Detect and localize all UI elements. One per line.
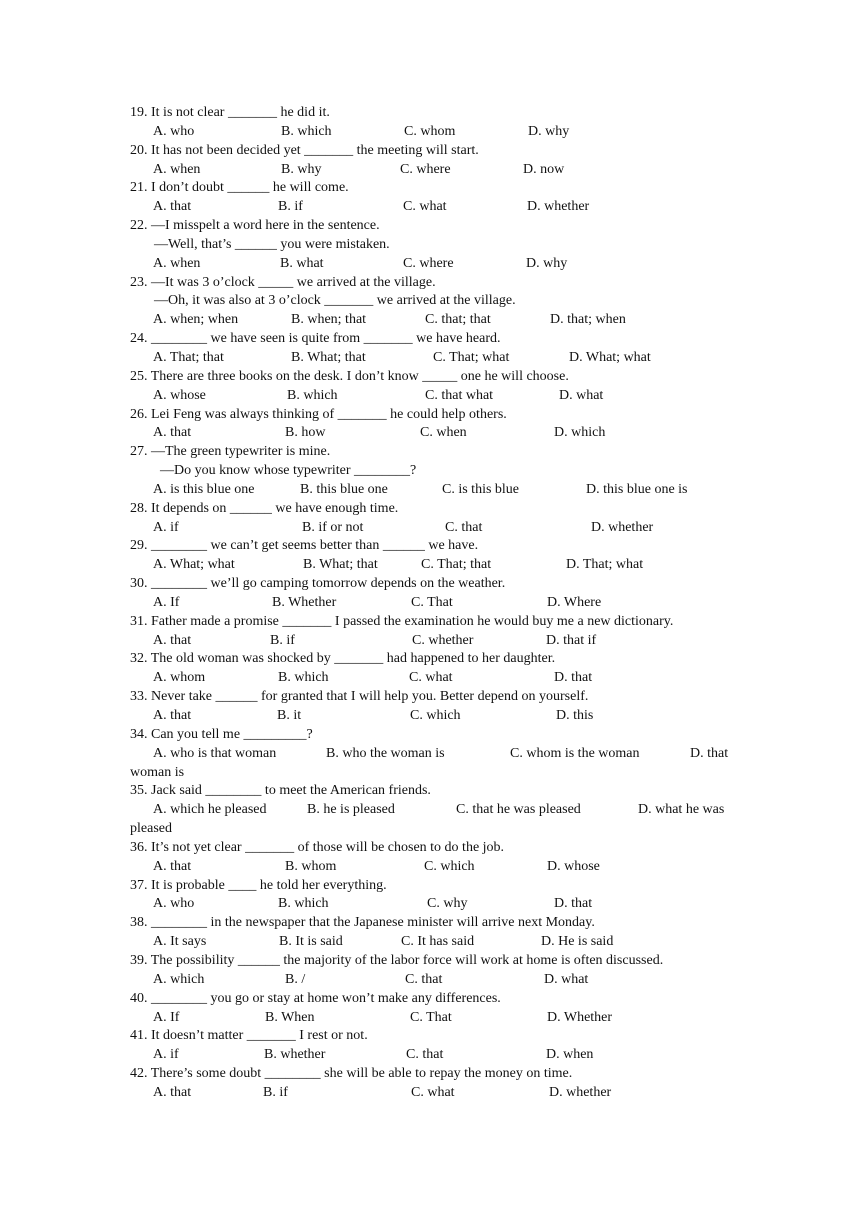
- question-42: [130, 1065, 740, 1103]
- option-d[interactable]: D. whether: [591, 519, 654, 535]
- option-d[interactable]: D. this blue one is: [586, 481, 688, 497]
- option-c[interactable]: C. That; that: [421, 557, 492, 573]
- question-text: It doesn’t matter _______ I rest or not.: [151, 1028, 368, 1044]
- question-24: [130, 330, 740, 368]
- option-d[interactable]: D. which: [554, 425, 606, 441]
- option-d[interactable]: D. whether: [549, 1084, 612, 1100]
- option-c[interactable]: C. what: [403, 199, 447, 215]
- option-c[interactable]: C. that: [445, 519, 483, 535]
- options-row: [130, 1009, 740, 1028]
- question-19: [130, 104, 740, 142]
- options-row: [130, 895, 740, 914]
- option-b[interactable]: B. which: [278, 896, 329, 912]
- option-c[interactable]: C. that: [405, 971, 443, 987]
- question-stem: [130, 1027, 740, 1046]
- option-a[interactable]: A. That; that: [153, 349, 224, 365]
- option-a[interactable]: A. whom: [153, 670, 206, 686]
- option-b[interactable]: B. whether: [264, 1047, 326, 1063]
- options-row: [130, 198, 740, 217]
- option-wrap-text: woman is: [130, 764, 185, 780]
- question-text: ________ in the newspaper that the Japanese minister will arrive next Monday.: [151, 915, 595, 931]
- option-c[interactable]: C. which: [424, 858, 475, 874]
- option-c[interactable]: C. when: [420, 425, 467, 441]
- option-d[interactable]: D. why: [528, 123, 570, 139]
- option-c[interactable]: C. whether: [412, 632, 474, 648]
- option-a[interactable]: A. when: [153, 255, 201, 271]
- options-row: [130, 481, 740, 500]
- option-a[interactable]: A. that: [153, 199, 192, 215]
- question-stem: [130, 142, 740, 161]
- question-text: There’s some doubt ________ she will be able to repay the money on time.: [150, 1066, 573, 1082]
- question-text: It’s not yet clear _______ of those will be chosen to do the job.: [151, 839, 505, 855]
- option-c[interactable]: C. what: [411, 1084, 455, 1100]
- option-c[interactable]: C. that; that: [425, 312, 491, 328]
- question-stem: [130, 990, 740, 1009]
- option-c[interactable]: C. That: [410, 1009, 452, 1025]
- dialogue-line: —Well, that’s ______ you were mistaken.: [154, 236, 390, 252]
- dialogue-line: —Do you know whose typewriter ________?: [160, 463, 417, 479]
- option-a[interactable]: A. when: [153, 161, 201, 177]
- option-d[interactable]: D. whether: [527, 199, 590, 215]
- question-number: 19.: [130, 105, 151, 120]
- option-a[interactable]: A. that: [153, 425, 192, 441]
- question-31: [130, 613, 740, 651]
- options-row: [130, 707, 740, 726]
- question-stem: [130, 575, 740, 594]
- option-b[interactable]: B. When: [265, 1009, 315, 1025]
- option-b[interactable]: B. this blue one: [300, 481, 388, 497]
- question-27: [130, 443, 740, 500]
- option-a[interactable]: A. when; when: [153, 312, 239, 328]
- options-row: [130, 1046, 740, 1065]
- options-row: [130, 594, 740, 613]
- question-number: 21.: [130, 180, 151, 196]
- dialogue-line: —Oh, it was also at 3 o’clock _______ we arrived at the village.: [154, 293, 516, 309]
- option-b[interactable]: B. what: [280, 255, 324, 271]
- question-41: [130, 1027, 740, 1065]
- option-c[interactable]: C. That; what: [433, 349, 510, 365]
- options-row: [130, 349, 740, 368]
- question-number: 35.: [130, 783, 151, 799]
- option-b[interactable]: B. how: [285, 425, 326, 441]
- option-b[interactable]: B. when; that: [291, 312, 367, 328]
- option-d[interactable]: D. when: [546, 1047, 594, 1063]
- question-stem: [130, 1065, 740, 1084]
- option-b[interactable]: B. What; that: [291, 349, 366, 365]
- option-a[interactable]: A. that: [153, 1084, 192, 1100]
- question-20: [130, 142, 740, 180]
- question-text: It is probable ____ he told her everything.: [151, 877, 387, 893]
- question-stem: [130, 179, 740, 198]
- question-26: [130, 406, 740, 444]
- options-row: [130, 311, 740, 330]
- option-d[interactable]: D. that; when: [550, 312, 626, 328]
- options-row: [130, 519, 740, 538]
- question-number: 30.: [130, 576, 151, 592]
- option-a[interactable]: A. It says: [153, 934, 207, 950]
- question-stem: [130, 688, 740, 707]
- option-d[interactable]: D. why: [526, 255, 568, 271]
- question-stem: [130, 914, 740, 933]
- option-a[interactable]: A. If: [153, 1009, 180, 1025]
- option-b[interactable]: B. What; that: [303, 557, 378, 573]
- question-text: Jack said ________ to meet the American friends.: [151, 783, 431, 799]
- option-a[interactable]: A. if: [153, 519, 179, 535]
- option-a[interactable]: A. which: [153, 971, 205, 987]
- option-a[interactable]: A. who: [153, 896, 195, 912]
- option-b[interactable]: B. if: [263, 1084, 288, 1100]
- options-row: [130, 745, 740, 764]
- option-c[interactable]: C. It has said: [401, 934, 475, 950]
- option-a[interactable]: A. is this blue one: [153, 481, 255, 497]
- question-text: Lei Feng was always thinking of _______ he could help others.: [151, 406, 507, 422]
- option-d[interactable]: D. whose: [547, 858, 600, 874]
- options-row: [130, 971, 740, 990]
- option-c[interactable]: C. that: [406, 1047, 444, 1063]
- question-stem: [130, 406, 740, 425]
- option-d[interactable]: D. Whether: [547, 1009, 613, 1025]
- question-35: [130, 782, 740, 839]
- question-text: I don’t doubt ______ he will come.: [151, 180, 349, 196]
- option-a[interactable]: A. who is that woman: [153, 745, 277, 761]
- options-row: [130, 387, 740, 406]
- option-a[interactable]: A. that: [153, 708, 192, 723]
- question-text: —It was 3 o’clock _____ we arrived at the village.: [151, 274, 436, 290]
- option-c[interactable]: C. which: [410, 708, 461, 723]
- question-21: [130, 179, 740, 217]
- question-number: 38.: [130, 915, 151, 931]
- options-row: [130, 669, 740, 688]
- question-text: Never take ______ for granted that I will help you. Better depend on yourself.: [151, 689, 589, 705]
- question-number: 42.: [130, 1066, 151, 1082]
- question-stem: [130, 613, 740, 632]
- question-text: Can you tell me _________?: [151, 726, 313, 742]
- option-b[interactable]: B. it: [277, 708, 302, 723]
- question-number: 39.: [130, 952, 151, 968]
- options-row: [130, 123, 740, 142]
- option-wrap-text: pleased: [130, 821, 172, 837]
- question-text: ________ we’ll go camping tomorrow depends on the weather.: [151, 576, 506, 592]
- question-number: 23.: [130, 274, 151, 290]
- question-stem: [130, 650, 740, 669]
- option-c[interactable]: C. that he was pleased: [456, 802, 581, 818]
- option-a[interactable]: A. What; what: [153, 557, 235, 573]
- option-c[interactable]: C. is this blue: [442, 481, 520, 497]
- option-c[interactable]: C. where: [400, 161, 451, 177]
- option-c[interactable]: C. that what: [425, 387, 494, 403]
- option-d[interactable]: D. that: [554, 670, 593, 686]
- option-b[interactable]: B. if: [278, 199, 303, 215]
- question-stem: [130, 274, 740, 293]
- question-number: 34.: [130, 726, 151, 742]
- question-22: [130, 217, 740, 274]
- question-stem: [130, 104, 740, 123]
- option-c[interactable]: C. whom is the woman: [510, 745, 640, 761]
- option-a[interactable]: A. whose: [153, 387, 206, 403]
- question-number: 40.: [130, 990, 151, 1006]
- option-d[interactable]: D. what: [559, 387, 604, 403]
- option-b[interactable]: B. /: [285, 971, 306, 987]
- question-23: [130, 274, 740, 331]
- option-b[interactable]: B. which: [287, 387, 338, 403]
- options-row: [130, 801, 740, 820]
- question-stem: [130, 839, 740, 858]
- option-c[interactable]: C. why: [427, 896, 468, 912]
- options-row: [130, 556, 740, 575]
- question-39: [130, 952, 740, 990]
- options-row: [130, 424, 740, 443]
- option-c[interactable]: C. That: [411, 594, 453, 610]
- question-stem: [130, 726, 740, 745]
- question-stem: [130, 877, 740, 896]
- question-38: [130, 914, 740, 952]
- question-37: [130, 877, 740, 915]
- option-d[interactable]: D. this: [556, 708, 594, 723]
- question-text: It depends on ______ we have enough time.: [151, 500, 399, 516]
- options-row: [130, 933, 740, 952]
- question-28: [130, 500, 740, 538]
- question-number: 33.: [130, 689, 151, 705]
- options-row: [130, 858, 740, 877]
- option-b[interactable]: B. who the woman is: [326, 745, 445, 761]
- question-number: 41.: [130, 1028, 151, 1044]
- question-40: [130, 990, 740, 1028]
- option-a[interactable]: A. that: [153, 858, 192, 874]
- option-d[interactable]: D. That; what: [566, 557, 644, 573]
- options-row: [130, 161, 740, 180]
- option-a[interactable]: A. if: [153, 1047, 179, 1063]
- question-25: [130, 368, 740, 406]
- question-text: ________ we have seen is quite from _______ we have heard.: [151, 331, 501, 347]
- option-b[interactable]: B. he is pleased: [307, 802, 395, 818]
- question-30: [130, 575, 740, 613]
- option-a[interactable]: A. If: [153, 594, 180, 610]
- question-stem: [130, 443, 740, 462]
- question-32: [130, 650, 740, 688]
- option-b[interactable]: B. why: [281, 161, 322, 177]
- option-c[interactable]: C. whom: [404, 123, 456, 139]
- option-a[interactable]: A. which he pleased: [153, 802, 267, 818]
- option-d[interactable]: D. now: [523, 161, 565, 177]
- option-b[interactable]: B. It is said: [279, 934, 343, 950]
- question-34: [130, 726, 740, 783]
- option-d[interactable]: D. Where: [547, 594, 602, 610]
- options-row: [130, 255, 740, 274]
- question-text: It has not been decided yet _______ the meeting will start.: [151, 142, 479, 158]
- question-number: 24.: [130, 331, 151, 347]
- option-b[interactable]: B. which: [278, 670, 329, 686]
- question-stem: [130, 782, 740, 801]
- question-number: 27.: [130, 444, 151, 460]
- question-36: [130, 839, 740, 877]
- option-d[interactable]: D. What; what: [569, 349, 651, 365]
- question-stem: [130, 537, 740, 556]
- option-d[interactable]: D. that if: [546, 632, 597, 648]
- question-number: 25.: [130, 368, 151, 384]
- option-d[interactable]: D. what he was: [638, 802, 725, 818]
- option-c[interactable]: C. what: [409, 670, 453, 686]
- question-number: 37.: [130, 877, 151, 893]
- option-d[interactable]: D. that: [554, 896, 593, 912]
- question-number: 22.: [130, 218, 151, 234]
- question-stem: [130, 368, 740, 387]
- question-number: 28.: [130, 500, 151, 516]
- option-d[interactable]: D. what: [544, 971, 589, 987]
- question-text: ________ we can’t get seems better than ______ we have.: [151, 538, 479, 554]
- option-b[interactable]: B. Whether: [272, 594, 337, 610]
- option-d[interactable]: D. that: [690, 745, 729, 761]
- option-d[interactable]: D. He is said: [541, 934, 614, 950]
- question-number: 32.: [130, 651, 151, 667]
- question-stem: [130, 217, 740, 236]
- question-number: 20.: [130, 142, 151, 158]
- options-row: [130, 1084, 740, 1103]
- option-a[interactable]: A. who: [153, 123, 195, 139]
- question-number: 29.: [130, 538, 151, 554]
- option-a[interactable]: A. that: [153, 632, 192, 648]
- question-text: There are three books on the desk. I don’t know _____ one he will choose.: [150, 368, 569, 384]
- question-stem: [130, 500, 740, 519]
- question-number: 31.: [130, 613, 151, 629]
- option-c[interactable]: C. where: [403, 255, 454, 271]
- question-stem: [130, 952, 740, 971]
- option-b[interactable]: B. if: [270, 632, 295, 648]
- question-text: —The green typewriter is mine.: [151, 444, 331, 460]
- question-number: 26.: [130, 406, 151, 422]
- question-text: Father made a promise _______ I passed the examination he would buy me a new dictionary.: [151, 613, 674, 629]
- option-b[interactable]: B. which: [281, 123, 332, 139]
- question-text: —I misspelt a word here in the sentence.: [151, 218, 380, 234]
- question-text: The possibility ______ the majority of the labor force will work at home is often discussed.: [150, 952, 664, 968]
- question-text: It is not clear _______ he did it.: [151, 105, 330, 120]
- question-stem: [130, 330, 740, 349]
- question-text: The old woman was shocked by _______ had happened to her daughter.: [150, 651, 556, 667]
- options-row: [130, 632, 740, 651]
- question-number: 36.: [130, 839, 151, 855]
- question-29: [130, 537, 740, 575]
- question-33: [130, 688, 740, 726]
- question-sheet: [130, 104, 740, 1103]
- option-b[interactable]: B. whom: [285, 858, 337, 874]
- option-b[interactable]: B. if or not: [302, 519, 364, 535]
- question-text: ________ you go or stay at home won’t make any differences.: [151, 990, 501, 1006]
